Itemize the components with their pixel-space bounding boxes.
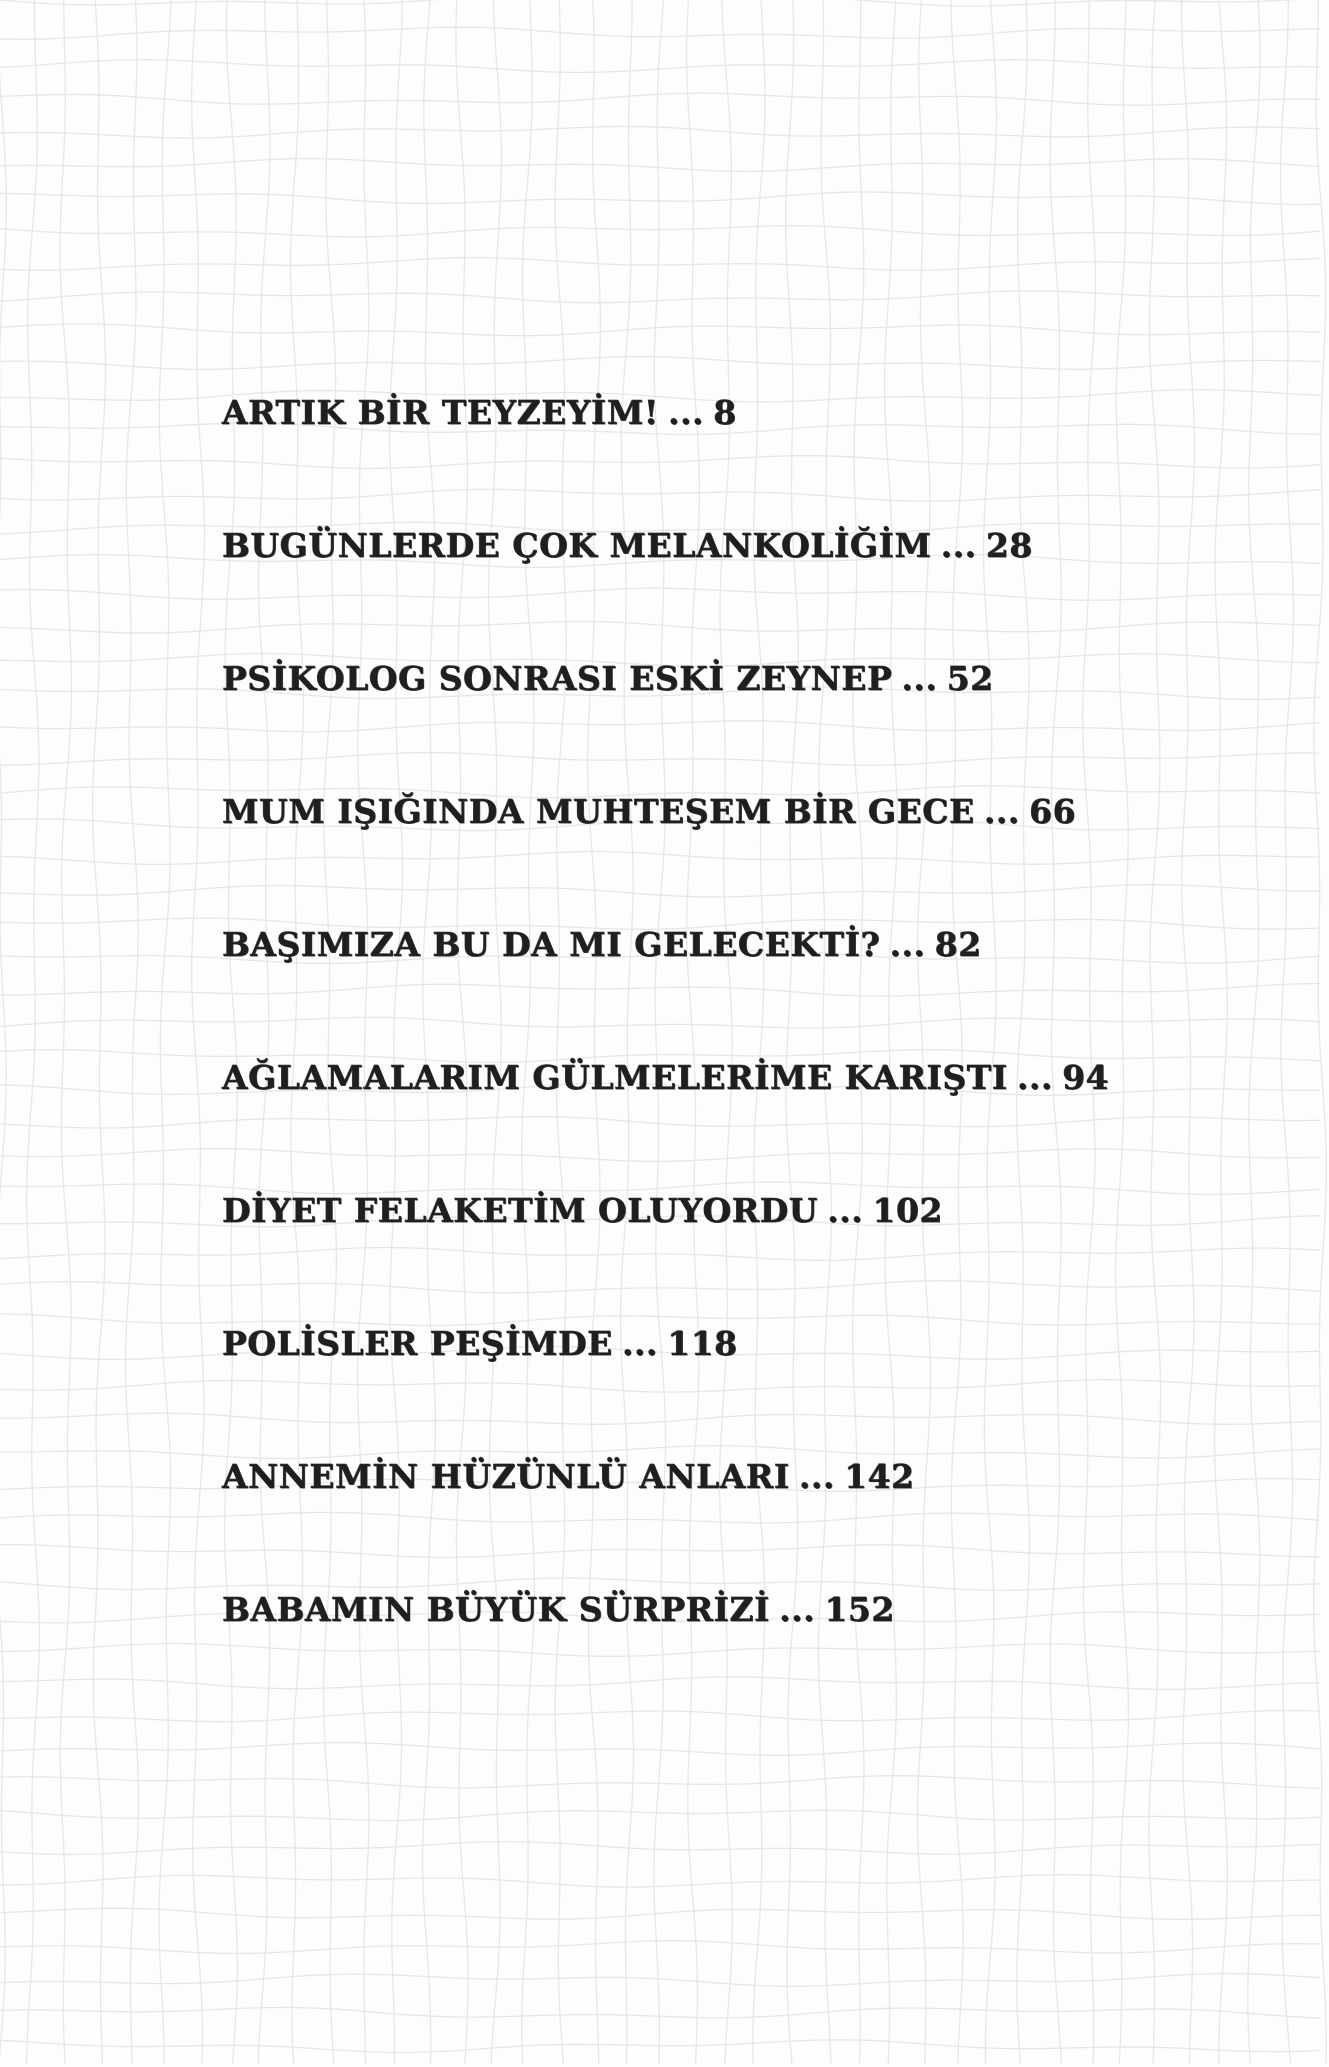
toc-entry-page-number: 118 — [667, 1324, 738, 1363]
toc-entry[interactable] — [222, 526, 1222, 659]
toc-entry-title: DİYET FELAKETİM OLUYORDU — [222, 1191, 819, 1230]
toc-entry-page-number: 8 — [713, 393, 737, 432]
toc-entry[interactable] — [222, 1324, 1222, 1457]
toc-entry-title: BABAMIN BÜYÜK SÜRPRİZİ — [222, 1590, 771, 1629]
toc-entry-page-number: 102 — [872, 1191, 943, 1230]
toc-entry[interactable] — [222, 1590, 1222, 1723]
toc-entry-separator: ... — [779, 1590, 816, 1629]
toc-entry-title: AĞLAMALARIM GÜLMELERİME KARIŞTI — [222, 1058, 1008, 1097]
toc-entry-page-number: 52 — [946, 659, 994, 698]
toc-entry-separator: ... — [901, 659, 938, 698]
toc-entry-separator: ... — [827, 1191, 864, 1230]
toc-entry-page-number: 82 — [934, 925, 982, 964]
toc-entry-separator: ... — [983, 792, 1020, 831]
toc-entry-separator: ... — [889, 925, 926, 964]
toc-entry-title: MUM IŞIĞINDA MUHTEŞEM BİR GECE — [222, 792, 975, 831]
toc-entry[interactable] — [222, 1058, 1222, 1191]
toc-entry-title: BUGÜNLERDE ÇOK MELANKOLİĞİM — [222, 526, 932, 565]
toc-entry-separator: ... — [799, 1457, 835, 1496]
toc-entry[interactable] — [222, 393, 1222, 526]
toc-entry-title: PSİKOLOG SONRASI ESKİ ZEYNEP — [222, 659, 893, 698]
toc-entry-separator: ... — [1017, 1058, 1053, 1097]
toc-entry[interactable] — [222, 659, 1222, 792]
toc-entry-page-number: 94 — [1062, 1058, 1110, 1097]
toc-entry-separator: ... — [940, 526, 977, 565]
toc-entry[interactable] — [222, 792, 1222, 925]
toc-entry[interactable] — [222, 1191, 1222, 1324]
toc-entry-page-number: 28 — [985, 526, 1033, 565]
toc-entry-title: POLİSLER PEŞİMDE — [222, 1324, 613, 1363]
toc-entry-page-number: 66 — [1029, 792, 1077, 831]
toc-entry-title: BAŞIMIZA BU DA MI GELECEKTİ? — [222, 925, 881, 964]
toc-entry-page-number: 152 — [824, 1590, 895, 1629]
toc-entry[interactable] — [222, 925, 1222, 1058]
table-of-contents — [222, 393, 1222, 1723]
toc-entry-page-number: 142 — [844, 1457, 915, 1496]
toc-entry-separator: ... — [622, 1324, 659, 1363]
toc-entry-title: ARTIK BİR TEYZEYİM! — [222, 393, 659, 432]
toc-entry-separator: ... — [668, 393, 705, 432]
toc-entry[interactable] — [222, 1457, 1222, 1590]
toc-entry-title: ANNEMİN HÜZÜNLÜ ANLARI — [222, 1457, 790, 1496]
